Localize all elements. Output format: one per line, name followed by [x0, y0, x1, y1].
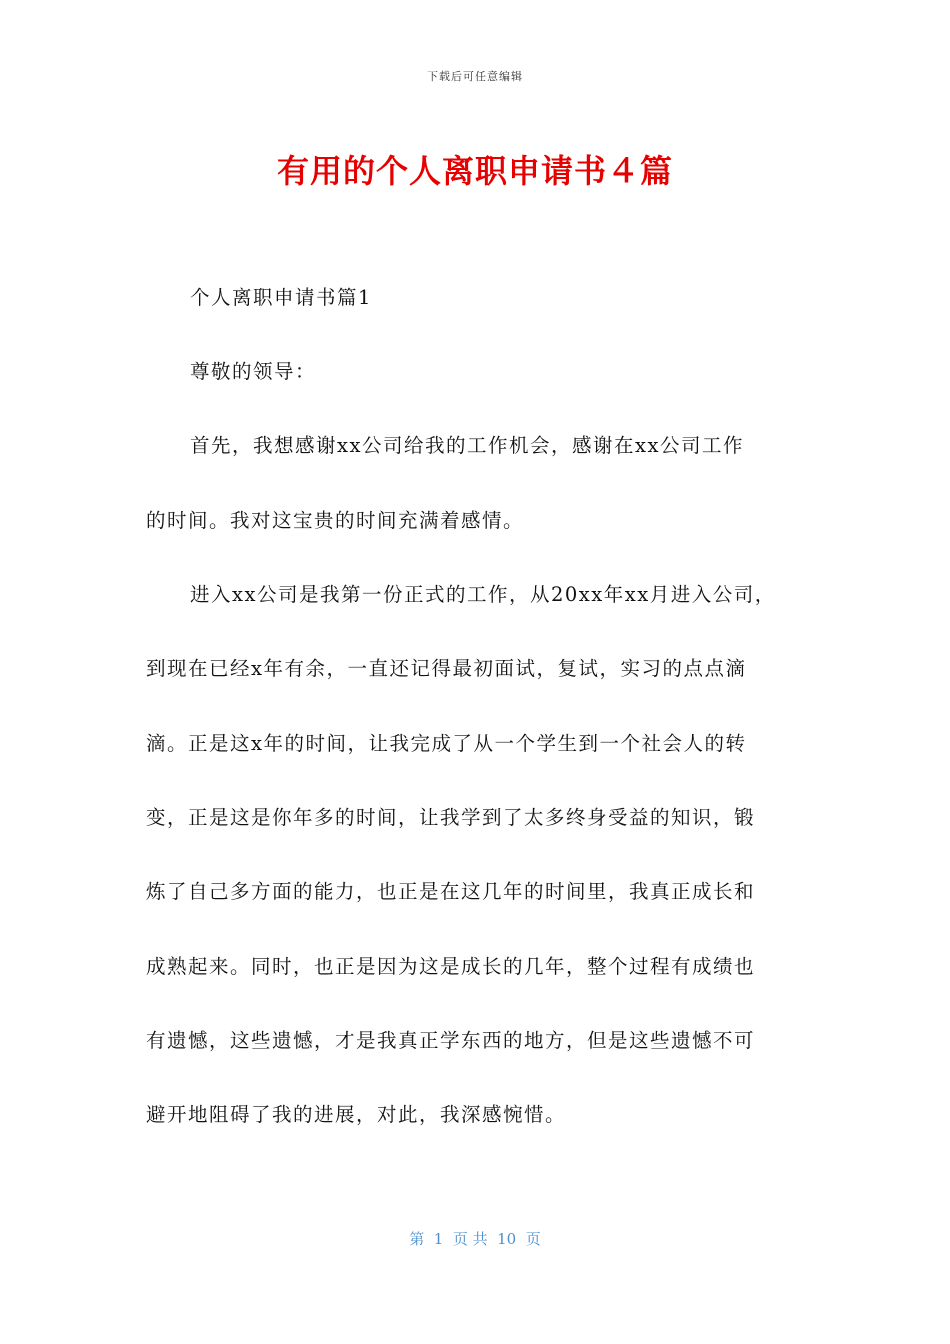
- page-number-footer: 第 1 页 共 10 页: [409, 1230, 541, 1248]
- section-heading: 个人离职申请书篇1: [190, 286, 372, 309]
- paragraph-line: 有遗憾，这些遗憾，才是我真正学东西的地方，但是这些遗憾不可: [146, 1029, 756, 1052]
- header-note: 下载后可任意编辑: [427, 70, 523, 83]
- paragraph-line: 变，正是这是你年多的时间，让我学到了太多终身受益的知识，锻: [146, 806, 756, 829]
- paragraph-line: 成熟起来。同时，也正是因为这是成长的几年，整个过程有成绩也: [146, 955, 756, 978]
- paragraph-line: 的时间。我对这宝贵的时间充满着感情。: [146, 509, 525, 532]
- salutation: 尊敬的领导：: [190, 360, 317, 383]
- paragraph-line: 首先，我想感谢xx公司给我的工作机会，感谢在xx公司工作: [190, 434, 744, 457]
- paragraph-line: 炼了自己多方面的能力，也正是在这几年的时间里，我真正成长和: [146, 880, 756, 903]
- paragraph-line: 到现在已经x年有余，一直还记得最初面试，复试，实习的点点滴: [146, 657, 747, 680]
- document-title: 有用的个人离职申请书４篇: [276, 152, 673, 190]
- paragraph-line: 滴。正是这x年的时间，让我完成了从一个学生到一个社会人的转: [146, 732, 747, 755]
- paragraph-line: 进入xx公司是我第一份正式的工作，从20xx年xx月进入公司，: [190, 583, 776, 606]
- paragraph-line: 避开地阻碍了我的进展，对此，我深感惋惜。: [146, 1103, 567, 1126]
